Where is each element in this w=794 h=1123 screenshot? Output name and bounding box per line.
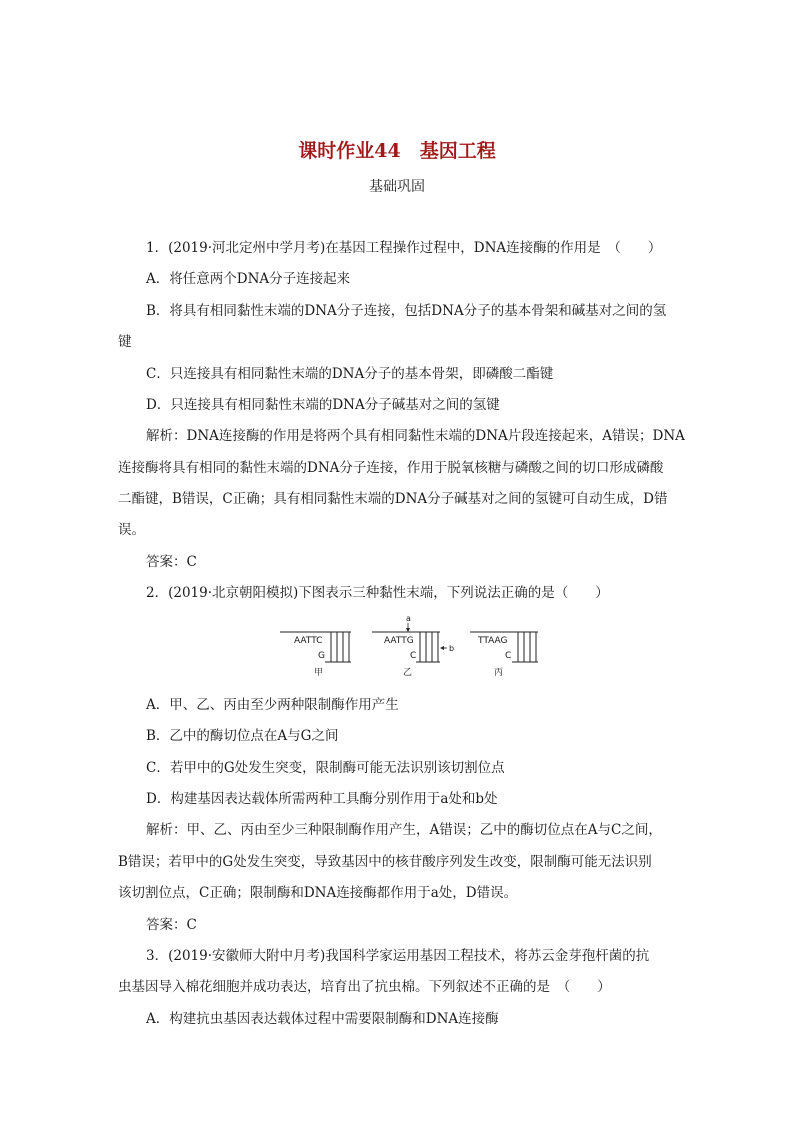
sticky-ends-diagram: [280, 614, 550, 680]
yi-mark-a: a: [406, 614, 411, 623]
q2-explanation-1: 解析：甲、乙、丙由至少三种限制酶作用产生，A错误；乙中的酶切位点在A与C之间，: [146, 822, 662, 838]
figure-jia: [280, 632, 351, 678]
q1-explanation-1: 解析：DNA连接酶的作用是将两个具有相同黏性末端的DNA片段连接起来，A错误；DNA: [146, 428, 685, 444]
q1-explanation-3: 二酯键，B错误，C正确；具有相同黏性末端的DNA分子碱基对之间的氢键可自动生成，D错: [118, 491, 668, 507]
q1-stem: 1．(2019·河北定州中学月考)在基因工程操作过程中，DNA连接酶的作用是 （ ）: [146, 240, 662, 256]
q1-option-a: A．将任意两个DNA分子连接起来: [146, 271, 351, 287]
q2-option-d: D．构建基因表达载体所需两种工具酶分别作用于a处和b处: [146, 791, 498, 807]
yi-top-strand: AATTG: [384, 636, 414, 646]
q1-explanation-4: 误。: [118, 522, 145, 538]
q2-answer: 答案：C: [146, 917, 197, 933]
arrow-down-icon: [406, 628, 410, 632]
jia-bottom-strand: G: [318, 651, 325, 661]
bing-label: 丙: [494, 668, 504, 678]
q2-stem: 2．(2019·北京朝阳模拟)下图表示三种黏性末端，下列说法正确的是（ ）: [146, 585, 609, 601]
q1-option-b-cont: 键: [118, 334, 132, 350]
section-heading: 基础巩固: [369, 179, 425, 195]
q3-stem-2: 虫基因导入棉花细胞并成功表达，培育出了抗虫棉。下列叙述不正确的是 （ ）: [118, 979, 611, 995]
q2-explanation-3: 该切割位点，C正确；限制酶和DNA连接酶都作用于a处，D错误。: [118, 885, 518, 901]
jia-top-strand: AATTC: [294, 636, 323, 646]
figure-bing: [470, 632, 538, 678]
page-title: 课时作业44 基因工程: [298, 140, 496, 162]
q3-stem-1: 3．(2019·安徽师大附中月考)我国科学家运用基因工程技术，将苏云金芽孢杆菌的抗: [146, 948, 650, 964]
figure-yi: [372, 614, 454, 678]
q1-explanation-2: 连接酶将具有相同的黏性末端的DNA分子连接，作用于脱氧核糖与磷酸之间的切口形成磷酸: [118, 460, 664, 476]
q3-option-a: A．构建抗虫基因表达载体过程中需要限制酶和DNA连接酶: [146, 1011, 499, 1027]
q1-answer: 答案：C: [146, 554, 197, 570]
q2-option-c: C．若甲中的G处发生突变，限制酶可能无法识别该切割位点: [146, 760, 505, 776]
bing-bottom-strand: C: [505, 651, 512, 661]
q1-option-d: D．只连接具有相同黏性末端的DNA分子碱基对之间的氢键: [146, 397, 500, 413]
q2-option-b: B．乙中的酶切位点在A与G之间: [146, 728, 339, 744]
q1-option-c: C．只连接具有相同黏性末端的DNA分子的基本骨架，即磷酸二酯键: [146, 366, 554, 382]
q2-explanation-2: B错误；若甲中的G处发生突变，导致基因中的核苷酸序列发生改变，限制酶可能无法识别: [118, 854, 652, 870]
jia-label: 甲: [314, 668, 324, 678]
arrow-left-icon: [440, 646, 444, 650]
q2-option-a: A．甲、乙、丙由至少两种限制酶作用产生: [146, 697, 399, 713]
yi-bottom-strand: C: [410, 651, 417, 661]
q1-option-b: B．将具有相同黏性末端的DNA分子连接，包括DNA分子的基本骨架和碱基对之间的氢: [146, 303, 667, 319]
bing-top-strand: TTAAG: [478, 636, 508, 646]
yi-mark-b: b: [449, 644, 455, 653]
yi-label: 乙: [403, 668, 413, 678]
